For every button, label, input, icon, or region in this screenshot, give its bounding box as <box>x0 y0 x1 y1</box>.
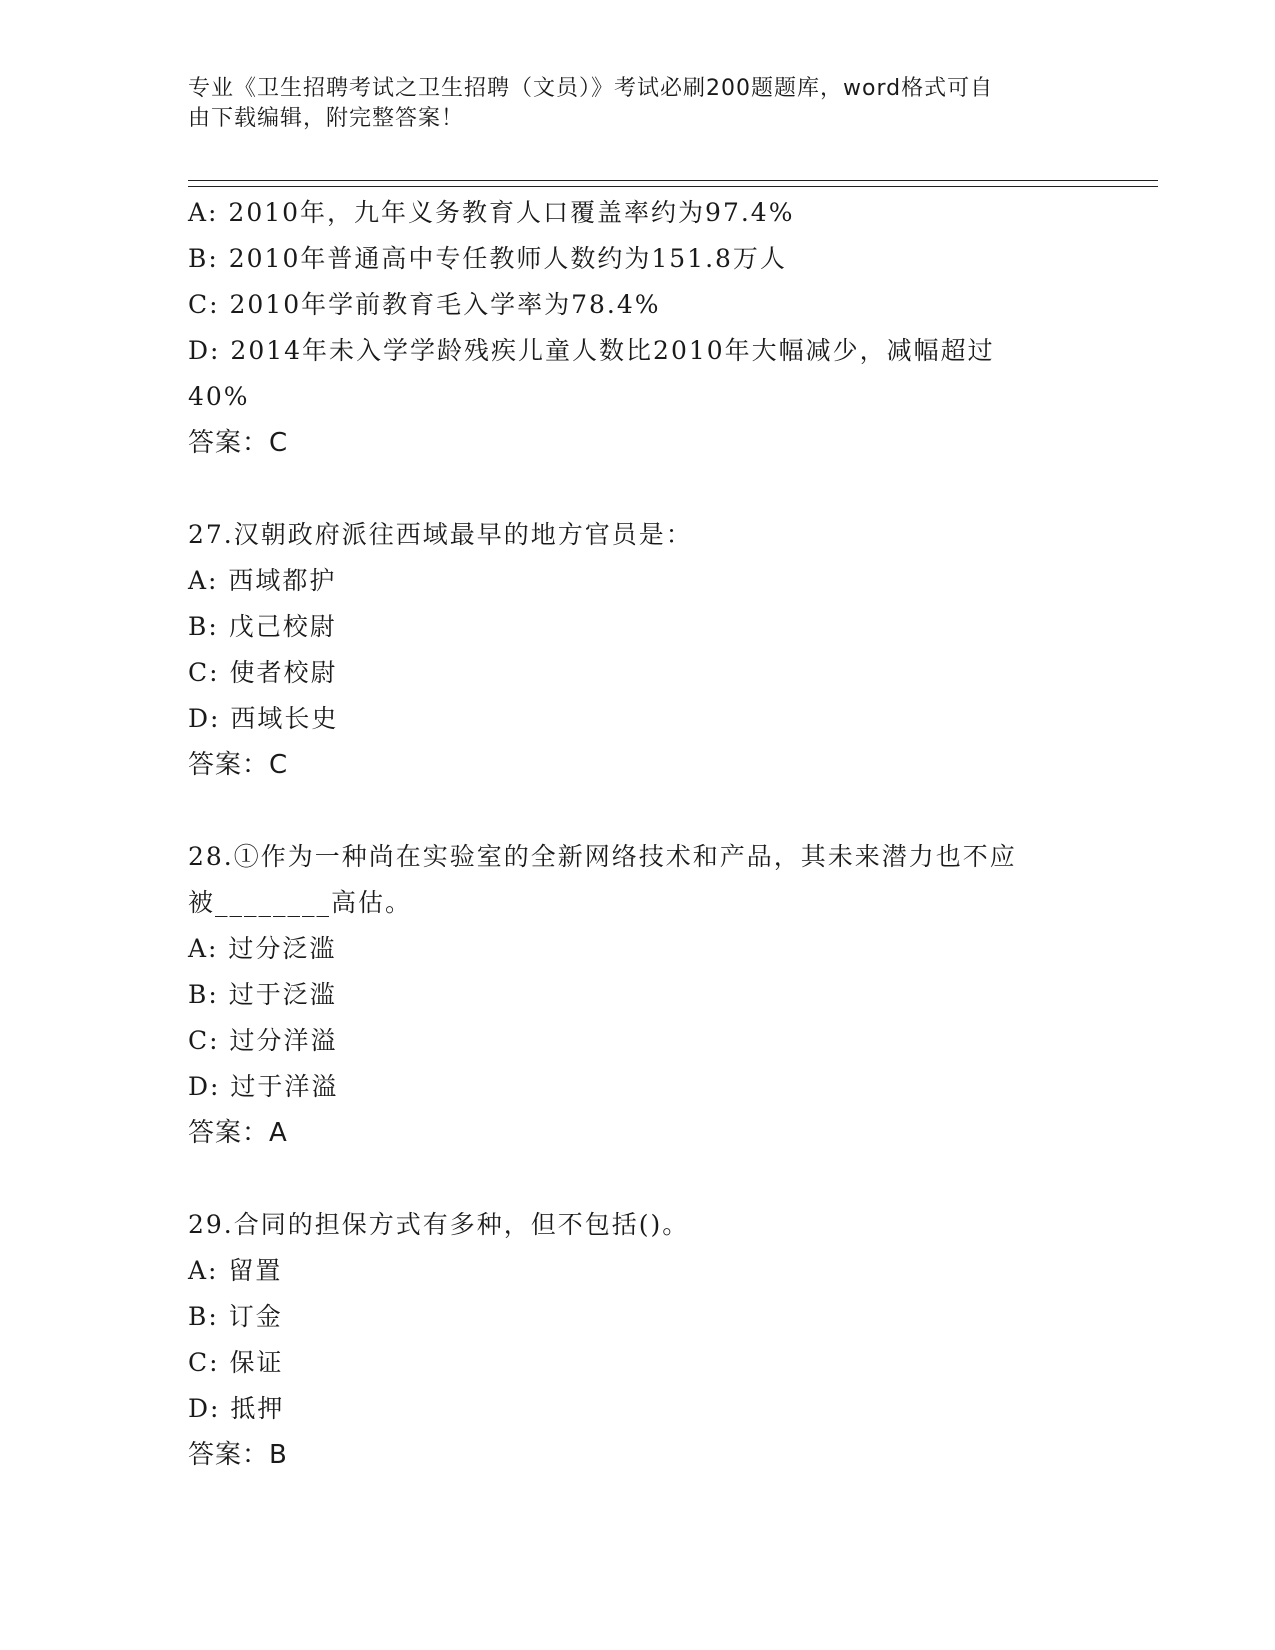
header-line-2: 由下载编辑，附完整答案！ <box>188 106 465 131</box>
option-b: B: 过于泛滥 <box>188 980 337 1009</box>
option-b: B: 戊己校尉 <box>188 612 337 641</box>
answer: 答案：C <box>188 428 289 458</box>
header-divider-top <box>188 180 1158 181</box>
option-d: D: 西域长史 <box>188 704 339 733</box>
option-a: A: 西域都护 <box>188 566 337 595</box>
option-b: B: 订金 <box>188 1302 283 1331</box>
option-d: D: 抵押 <box>188 1394 285 1423</box>
question-block-28 <box>188 834 1148 1156</box>
answer: 答案：C <box>188 750 289 780</box>
question-block-26 <box>188 190 1148 466</box>
option-d: D: 2014年未入学学龄残疾儿童人数比2010年大幅减少，减幅超过 <box>188 336 995 365</box>
question-text-continued: 被________高估。 <box>188 888 413 917</box>
document-header <box>188 74 1088 134</box>
question-text: 28.①作为一种尚在实验室的全新网络技术和产品，其未来潜力也不应 <box>188 842 1017 871</box>
answer: 答案：A <box>188 1118 288 1148</box>
answer: 答案：B <box>188 1440 288 1470</box>
option-d-continued: 40% <box>188 382 250 411</box>
header-divider-bottom <box>188 186 1158 187</box>
question-block-29 <box>188 1202 1148 1478</box>
spacer <box>188 466 1148 512</box>
option-c: C: 2010年学前教育毛入学率为78.4% <box>188 290 661 319</box>
question-list <box>188 190 1148 1478</box>
option-c: C: 过分洋溢 <box>188 1026 338 1055</box>
option-a: A: 过分泛滥 <box>188 934 337 963</box>
option-a: A: 2010年，九年义务教育人口覆盖率约为97.4% <box>188 198 795 227</box>
question-text: 27.汉朝政府派往西域最早的地方官员是： <box>188 520 693 549</box>
header-line-1: 专业《卫生招聘考试之卫生招聘（文员）》考试必刷200题题库，word格式可自 <box>188 76 994 101</box>
question-text: 29.合同的担保方式有多种，但不包括()。 <box>188 1210 690 1239</box>
option-c: C: 使者校尉 <box>188 658 338 687</box>
option-b: B: 2010年普通高中专任教师人数约为151.8万人 <box>188 244 787 273</box>
option-c: C: 保证 <box>188 1348 284 1377</box>
question-block-27 <box>188 512 1148 788</box>
spacer <box>188 1156 1148 1202</box>
option-a: A: 留置 <box>188 1256 283 1285</box>
option-d: D: 过于洋溢 <box>188 1072 339 1101</box>
spacer <box>188 788 1148 834</box>
